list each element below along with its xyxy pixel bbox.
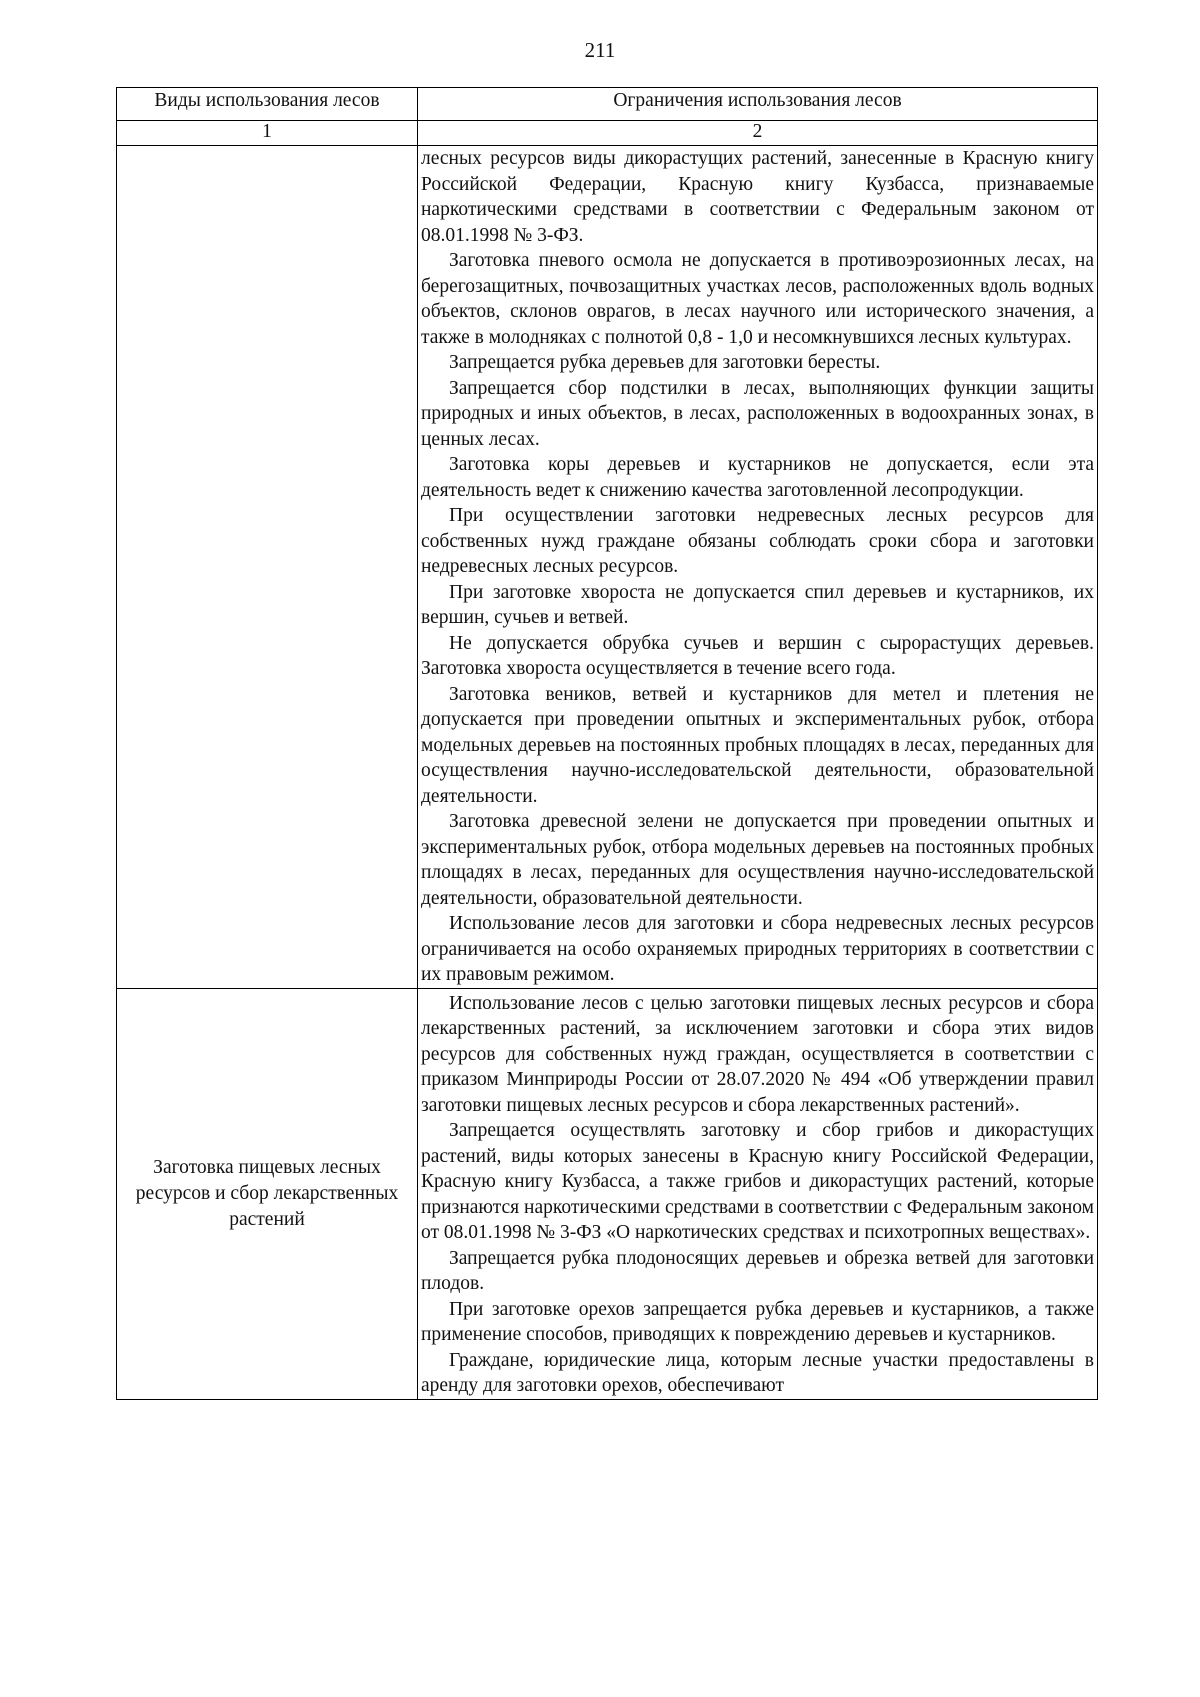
restriction-paragraph: Запрещается осуществлять заготовку и сбор грибов и дикорастущих растений, виды которых занесены в Красную книгу Российской Федерации, Красную книгу Кузбасса, а также грибов и дикорастущих растений, которые признаются наркотическими средствами в соответствии с Федеральным законом от 08.01.1998 № 3-ФЗ «О наркотических средствах и психотропных веществах». <box>421 1120 1094 1243</box>
table-header-row <box>117 88 1098 121</box>
restrictions-cell <box>418 988 1098 1399</box>
restrictions-cell <box>418 146 1098 989</box>
restriction-paragraph: При осуществлении заготовки недревесных лесных ресурсов для собственных нужд граждане обязаны соблюдать сроки сбора и заготовки недревесных лесных ресурсов. <box>421 505 1094 577</box>
restriction-paragraph: Граждане, юридические лица, которым лесные участки предоставлены в аренду для заготовки орехов, обеспечивают <box>421 1349 1094 1396</box>
restriction-paragraph: При заготовке хвороста не допускается спил деревьев и кустарников, их вершин, сучьев и ветвей. <box>421 581 1094 628</box>
restriction-paragraph: Запрещается сбор подстилки в лесах, выполняющих функции защиты природных и иных объектов, в лесах, расположенных в водоохранных зонах, в ценных лесах. <box>421 377 1094 450</box>
forest-use-restrictions-table <box>116 87 1098 1400</box>
restriction-paragraph: Заготовка коры деревьев и кустарников не допускается, если эта деятельность ведет к снижению качества заготовленной лесопродукции. <box>421 454 1094 501</box>
column-number-2: 2 <box>418 121 1098 146</box>
column-number-row <box>117 121 1098 146</box>
restriction-paragraph: Заготовка пневого осмола не допускается в противоэрозионных лесах, на берегозащитных, почвозащитных участках лесов, расположенных вдоль водных объектов, склонов оврагов, в лесах научного или исторического значения, а также в молодняках с полнотой 0,8 - 1,0 и несомкнувшихся лесных культурах. <box>421 250 1094 348</box>
column-header-forest-use-types: Виды использования лесов <box>117 88 418 121</box>
restriction-paragraph: Использование лесов с целью заготовки пищевых лесных ресурсов и сбора лекарственных растений, за исключением заготовки и сбора этих видов ресурсов для собственных нужд граждан, осуществляется в соответствии с приказом Минприроды России от 28.07.2020 № 494 «Об утверждении правил заготовки пищевых лесных ресурсов и сбора лекарственных растений». <box>421 992 1094 1116</box>
table-row <box>117 146 1098 989</box>
column-number-1: 1 <box>117 121 418 146</box>
restriction-paragraph: лесных ресурсов виды дикорастущих растений, занесенные в Красную книгу Российской Федерации, Красную книгу Кузбасса, признаваемые наркотическими средствами в соответствии с Федеральным законом от 08.01.1998 № 3-ФЗ. <box>421 148 1094 246</box>
restriction-paragraph: Запрещается рубка плодоносящих деревьев и обрезка ветвей для заготовки плодов. <box>421 1247 1094 1294</box>
forest-use-type-cell <box>117 146 418 989</box>
restriction-paragraph: Запрещается рубка деревьев для заготовки бересты. <box>449 352 881 373</box>
restriction-paragraph: Использование лесов для заготовки и сбора недревесных лесных ресурсов ограничивается на особо охраняемых природных территориях в соответствии с их правовым режимом. <box>421 913 1094 985</box>
restriction-paragraph: Заготовка веников, ветвей и кустарников для метел и плетения не допускается при проведении опытных и экспериментальных рубок, отбора модельных деревьев на постоянных пробных площадях в лесах, переданных для осуществления научно-исследовательской деятельности, образовательной деятельности. <box>421 683 1094 807</box>
forest-use-type-cell: Заготовка пищевых лесных ресурсов и сбор лекарственных растений <box>117 988 418 1399</box>
table-row <box>117 988 1098 1399</box>
page-number: 211 <box>584 38 616 62</box>
restriction-paragraph: Заготовка древесной зелени не допускается при проведении опытных и экспериментальных рубок, отбора модельных деревьев на постоянных пробных площадях в лесах, переданных для осуществления научно-исследовательской деятельности, образовательной деятельности. <box>421 811 1094 909</box>
restriction-paragraph: Не допускается обрубка сучьев и вершин с сырорастущих деревьев. Заготовка хвороста осуществляется в течение всего года. <box>421 632 1094 679</box>
restriction-paragraph: При заготовке орехов запрещается рубка деревьев и кустарников, а также применение способов, приводящих к повреждению деревьев и кустарников. <box>421 1298 1094 1345</box>
column-header-restrictions: Ограничения использования лесов <box>418 88 1098 121</box>
